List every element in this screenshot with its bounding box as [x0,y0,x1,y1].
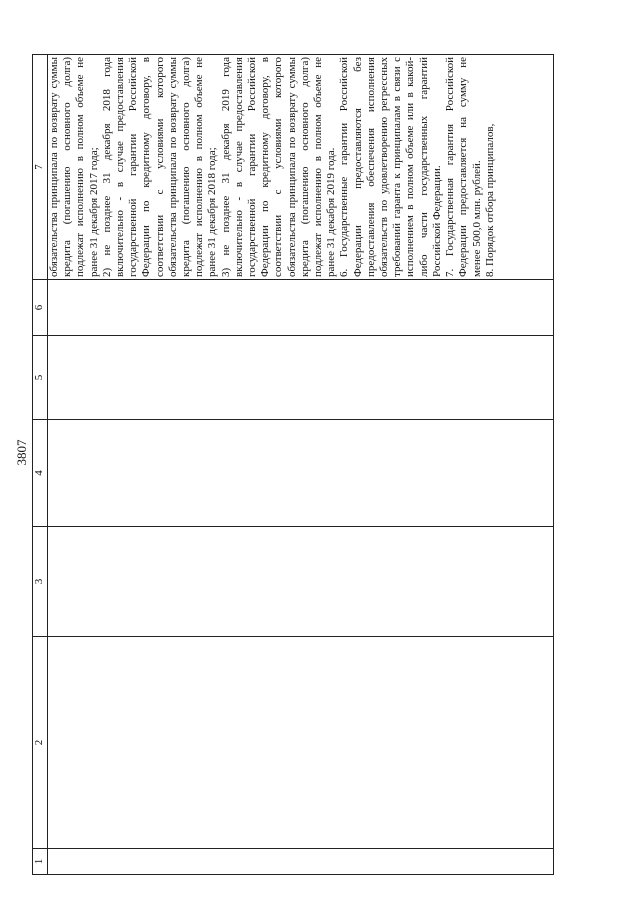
paragraph: 2) не позднее 31 декабря 2018 года включительно - в случае предоставления государственной гарантии Российской Федерации по кредитному договору, в соответствии с условиями которого обязательства принципала по возврату суммы кредита (погашению основного долга) подлежат исполнению в полном объеме не ранее 31 декабря 2018 года; [100,57,219,277]
column-header: 3 [33,527,48,637]
table-header-row [33,55,48,875]
paragraph: 7. Государственная гарантия Российской Федерации предоставляется на сумму не менее 500,0 млн. рублей. [444,57,483,277]
table-cell [48,280,554,336]
column-header: 7 [33,55,48,280]
paragraph: 3) не позднее 31 декабря 2019 года включительно - в случае предоставления государственной гарантии Российской Федерации по кредитному договору, в соответствии с условиями которого обязательства принципала по возврату суммы кредита (погашению основного долга) подлежат исполнению в полном объеме не ранее 31 декабря 2019 года. [219,57,338,277]
document-table [32,54,554,875]
table-cell [48,849,554,875]
table-row [48,55,554,875]
column-header: 6 [33,280,48,336]
column-header: 1 [33,849,48,875]
column-header: 5 [33,336,48,420]
paragraph: 8. Порядок отбора принципалов, [483,123,496,277]
column-header: 4 [33,420,48,527]
table-cell-text [48,55,554,280]
paragraph: 6. Государственные гарантии Российской Федерации предоставляются без предоставления обеспечения исполнения обязательств по удовлетворению регрессных требований гаранта к принципалам в связи с исполнением в полном объеме или в какой-либо части государственных гарантий Российской Федерации. [338,57,443,277]
table-cell [48,336,554,420]
table-cell [48,527,554,637]
paragraph: обязательства принципала по возврату суммы кредита (погашению основного долга) подлежат исполнению в полном объеме не ранее 31 декабря 2017 года; [48,57,100,277]
page-number: 3807 [14,439,29,466]
table-cell [48,420,554,527]
column-header: 2 [33,637,48,849]
table-cell [48,637,554,849]
